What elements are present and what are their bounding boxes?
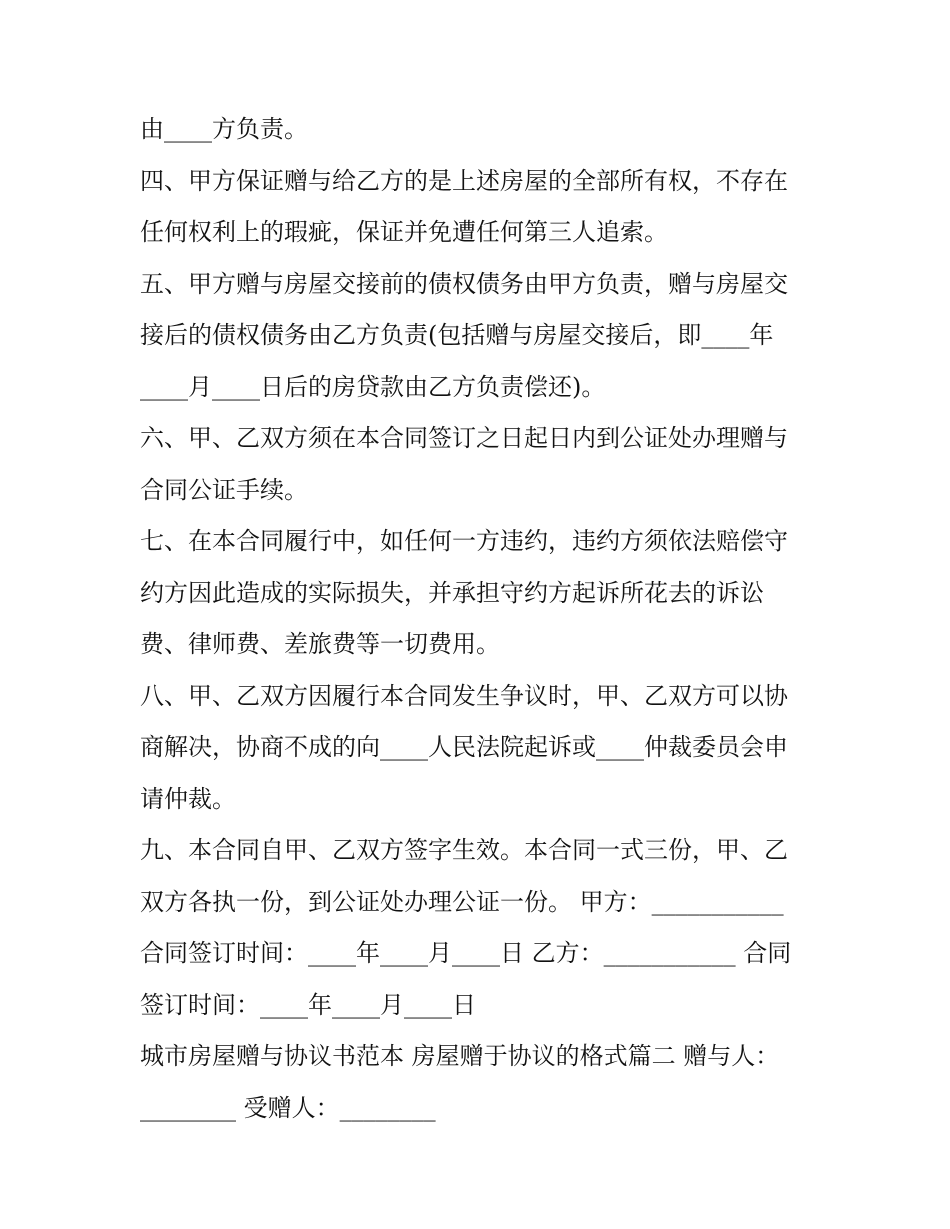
text-line: ________ 受赠人：________ (140, 1093, 436, 1122)
text-line: 八、甲、乙双方因履行本合同发生争议时，甲、乙双方可以协 (140, 681, 788, 710)
text-line: 合同公证手续。 (140, 475, 308, 504)
text-line: 任何权利上的瑕疵，保证并免遭任何第三人追索。 (140, 218, 668, 246)
text-line: 四、甲方保证赠与给乙方的是上述房屋的全部所有权，不存在 (140, 166, 788, 195)
document-page (140, 104, 820, 1134)
text-line: 商解决，协商不成的向____人民法院起诉或____仲裁委员会申 (140, 733, 788, 761)
text-line: 城市房屋赠与协议书范本 房屋赠于协议的格式篇二 赠与人： (140, 1042, 780, 1070)
text-line: 签订时间：____年____月____日 (140, 990, 476, 1019)
text-line: 七、在本合同履行中，如任何一方违约，违约方须依法赔偿守 (140, 527, 788, 555)
text-line: 由____方负责。 (140, 115, 308, 143)
text-line: 接后的债权债务由乙方负责(包括赠与房屋交接后，即____年 (140, 321, 774, 349)
text-line: 双方各执一份，到公证处办理公证一份。 甲方：___________ (140, 887, 784, 916)
text-line: 六、甲、乙双方须在本合同签订之日起日内到公证处办理赠与 (140, 424, 788, 452)
text-line: 九、本合同自甲、乙双方签字生效。本合同一式三份，甲、乙 (140, 836, 788, 864)
text-line: 请仲裁。 (140, 784, 236, 813)
text-line: 约方因此造成的实际损失，并承担守约方起诉所花去的诉讼 (140, 578, 764, 607)
text-line: 五、甲方赠与房屋交接前的债权债务由甲方负责，赠与房屋交 (140, 269, 788, 298)
text-line: 合同签订时间：____年____月____日 乙方：___________ 合同 (140, 939, 792, 967)
text-line: ____月____日后的房贷款由乙方负责偿还)。 (140, 372, 606, 401)
text-line: 费、律师费、差旅费等一切费用。 (140, 630, 500, 658)
